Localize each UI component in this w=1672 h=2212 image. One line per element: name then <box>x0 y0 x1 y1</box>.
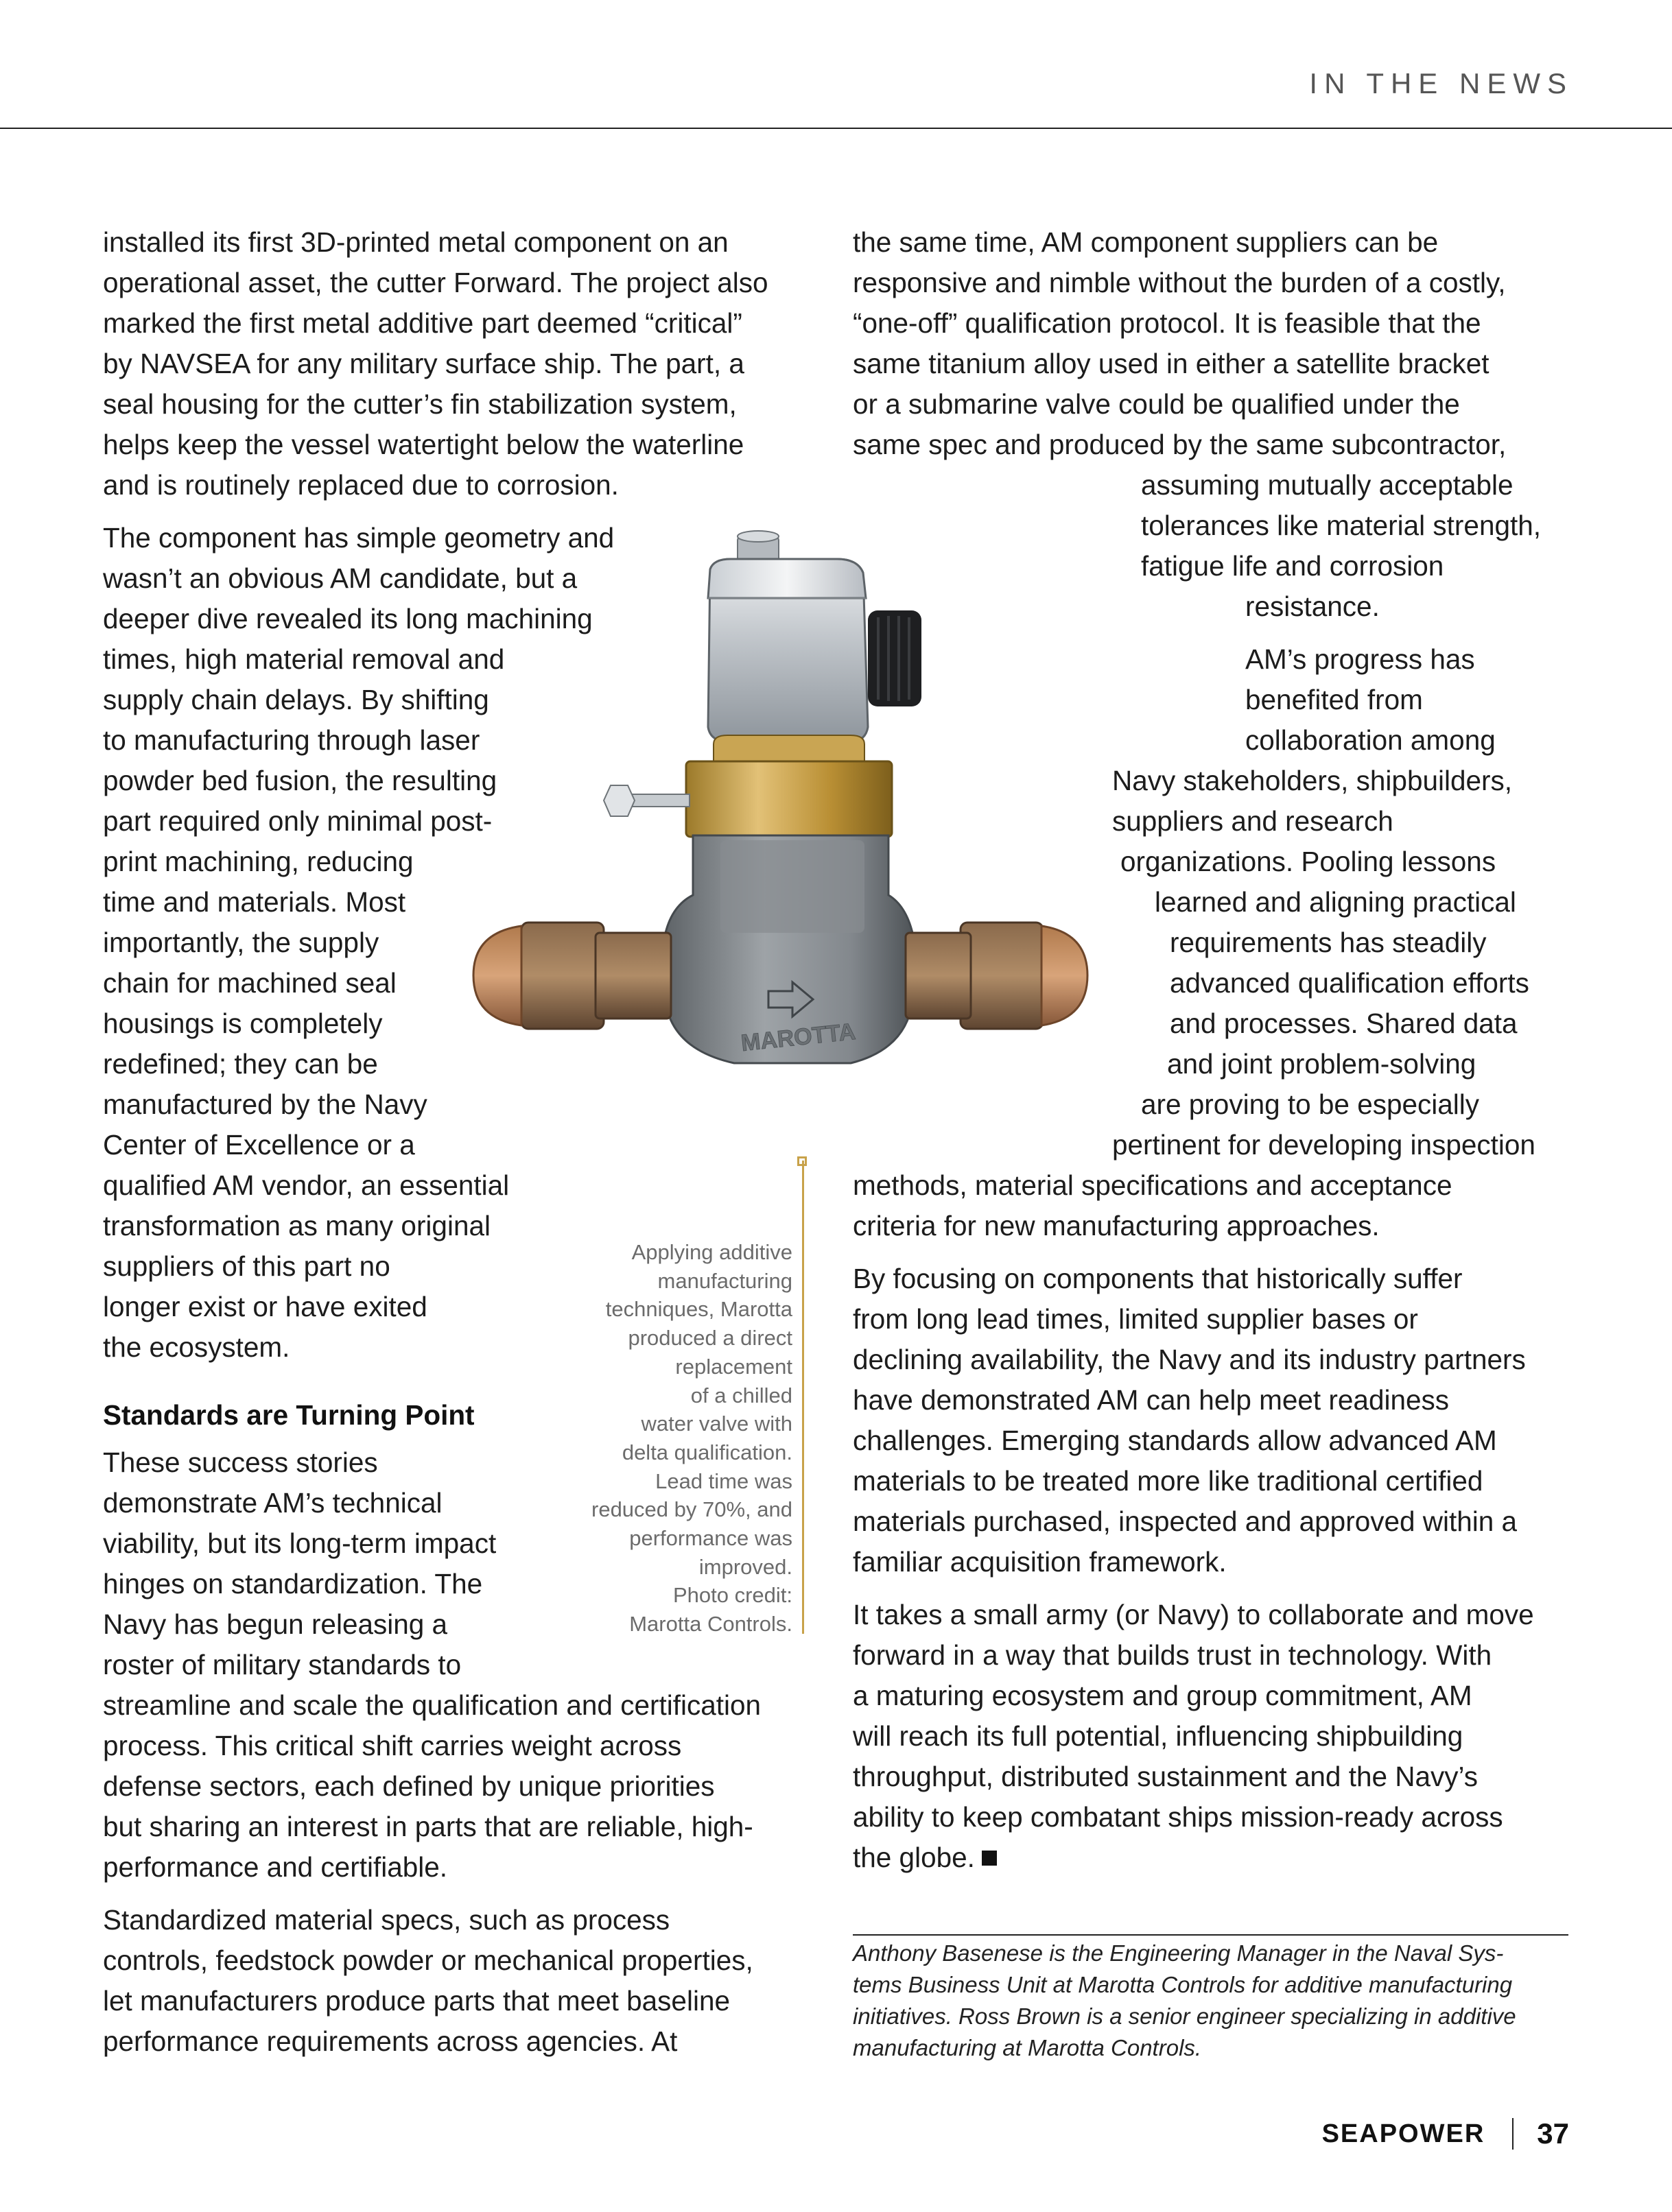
text-line: Standardized material specs, such as process <box>103 1904 670 1936</box>
text-line: controls, feedstock powder or mechanical properties, <box>103 1945 753 1976</box>
text-line: the ecosystem. <box>103 1331 290 1363</box>
text-line: resistance. <box>1245 591 1380 622</box>
text-line: manufactured by the Navy <box>103 1089 427 1120</box>
left-column <box>103 222 823 2074</box>
bio-line: manufacturing at Marotta Controls. <box>853 2035 1202 2060</box>
text-line: suppliers and research <box>1112 805 1393 837</box>
text-line: are proving to be especially <box>1141 1089 1480 1120</box>
text-line: These success stories <box>103 1447 378 1478</box>
text-line <box>853 1838 1573 1878</box>
text-line: “one-off” qualification protocol. It is feasible that the <box>853 307 1481 339</box>
text-line: suppliers of this part no <box>103 1250 390 1282</box>
text-line: familiar acquisition framework. <box>853 1546 1227 1578</box>
text-line: time and materials. Most <box>103 886 406 918</box>
text-line: and is routinely replaced due to corrosion. <box>103 469 619 501</box>
author-bio <box>853 1938 1573 2064</box>
caption-line: reduced by 70%, and <box>591 1497 792 1522</box>
caption-line: delta qualification. <box>622 1440 792 1464</box>
text-line: to manufacturing through laser <box>103 724 480 756</box>
text-line: print machining, reducing <box>103 846 414 877</box>
text-line: housings is completely <box>103 1008 383 1039</box>
text-line: importantly, the supply <box>103 927 379 958</box>
text-line: performance requirements across agencies. At <box>103 2025 678 2057</box>
text-line: fatigue life and corrosion <box>1141 550 1444 582</box>
text-line: forward in a way that builds trust in technology. With <box>853 1639 1492 1671</box>
text-line: or a submarine valve could be qualified under the <box>853 388 1460 420</box>
caption-line: produced a direct <box>628 1326 792 1351</box>
text-line: materials to be treated more like traditional certified <box>853 1465 1483 1497</box>
text-line: materials purchased, inspected and approved within a <box>853 1506 1518 1537</box>
text-line: wasn’t an obvious AM candidate, but a <box>103 562 578 594</box>
text-line: criteria for new manufacturing approaches. <box>853 1210 1380 1241</box>
text-line: declining availability, the Navy and its industry partners <box>853 1344 1526 1375</box>
bio-line: initiatives. Ross Brown is a senior engineer specializing in additive <box>853 2003 1516 2029</box>
left-paragraph-4 <box>103 1900 823 2062</box>
caption-line: water valve with <box>641 1412 792 1436</box>
text-line: same titanium alloy used in either a satellite bracket <box>853 348 1490 379</box>
text-line: helps keep the vessel watertight below the waterline <box>103 429 744 460</box>
text-line: a maturing ecosystem and group commitment, AM <box>853 1680 1472 1711</box>
text-line: By focusing on components that historically suffer <box>853 1263 1463 1294</box>
caption-line: performance was <box>629 1526 792 1551</box>
caption-rule <box>802 1161 804 1634</box>
valve-photo <box>467 521 1098 1139</box>
text-line: requirements has steadily <box>1170 927 1487 958</box>
publication-name: SEAPOWER <box>1321 2119 1485 2148</box>
caption-line: Marotta Controls. <box>629 1612 792 1637</box>
text-line: installed its first 3D-printed metal component on an <box>103 226 729 258</box>
text-line: collaboration among <box>1245 724 1496 756</box>
text-line: methods, material specifications and acceptance <box>853 1169 1452 1201</box>
text-line: ability to keep combatant ships mission-ready across <box>853 1801 1503 1833</box>
caption-line: manufacturing <box>657 1268 792 1293</box>
photo-caption <box>535 1238 792 1639</box>
text-line: Navy has begun releasing a <box>103 1608 448 1640</box>
text-line: chain for machined seal <box>103 967 397 999</box>
text-line: viability, but its long-term impact <box>103 1527 497 1559</box>
text-line: redefined; they can be <box>103 1048 378 1080</box>
closing-text: the globe. <box>853 1842 975 1873</box>
caption-line: techniques, Marotta <box>605 1297 792 1322</box>
bio-line: Anthony Basenese is the Engineering Manager in the Naval Sys- <box>853 1940 1504 1966</box>
text-line: part required only minimal post- <box>103 805 493 837</box>
header-rule <box>0 128 1672 129</box>
text-line: and joint problem-solving <box>1167 1048 1476 1080</box>
text-line: have demonstrated AM can help meet readiness <box>853 1384 1450 1416</box>
text-line: pertinent for developing inspection <box>1112 1129 1535 1161</box>
right-paragraph-4 <box>853 1595 1573 1878</box>
text-line: longer exist or have exited <box>103 1291 427 1322</box>
text-line: the same time, AM component suppliers can be <box>853 226 1439 258</box>
caption-line: Photo credit: <box>672 1583 792 1608</box>
text-line: The component has simple geometry and <box>103 522 615 554</box>
text-line: same spec and produced by the same subcontractor, <box>853 429 1507 460</box>
text-line: process. This critical shift carries weight across <box>103 1730 682 1761</box>
text-line: advanced qualification efforts <box>1170 967 1529 999</box>
text-line: tolerances like material strength, <box>1141 510 1542 541</box>
section-kicker: IN THE NEWS <box>1309 67 1573 99</box>
text-line: performance and certifiable. <box>103 1851 448 1883</box>
bio-rule <box>853 1934 1568 1936</box>
footer-divider <box>1512 2118 1514 2150</box>
section-heading: Standards are Turning Point <box>103 1399 475 1431</box>
text-line: deeper dive revealed its long machining <box>103 603 593 634</box>
text-line: challenges. Emerging standards allow advanced AM <box>853 1425 1497 1456</box>
text-line: but sharing an interest in parts that are reliable, high- <box>103 1811 753 1842</box>
text-line: Navy stakeholders, shipbuilders, <box>1112 765 1513 796</box>
text-line: benefited from <box>1245 684 1423 715</box>
caption-line: replacement <box>675 1354 792 1379</box>
text-line: responsive and nimble without the burden of a costly, <box>853 267 1506 298</box>
text-line: times, high material removal and <box>103 643 505 675</box>
text-line: by NAVSEA for any military surface ship. The part, a <box>103 348 744 379</box>
text-line: throughput, distributed sustainment and the Navy’s <box>853 1761 1479 1792</box>
caption-line: Applying additive <box>631 1240 792 1264</box>
text-line: qualified AM vendor, an essential <box>103 1169 510 1201</box>
text-line: AM’s progress has <box>1245 643 1475 675</box>
text-line: will reach its full potential, influencing shipbuilding <box>853 1720 1463 1752</box>
text-line: assuming mutually acceptable <box>1141 469 1514 501</box>
page-footer <box>1322 2116 1569 2152</box>
end-mark-icon <box>982 1851 997 1866</box>
left-paragraph-1 <box>103 222 823 506</box>
text-line: transformation as many original <box>103 1210 491 1241</box>
caption-line: of a chilled <box>690 1383 792 1407</box>
text-line: streamline and scale the qualification and certification <box>103 1689 762 1721</box>
valve-brand-mark: MAROTTA <box>740 1018 857 1057</box>
text-line: defense sectors, each defined by unique priorities <box>103 1770 715 1802</box>
text-line: powder bed fusion, the resulting <box>103 765 497 796</box>
text-line: seal housing for the cutter’s fin stabilization system, <box>103 388 737 420</box>
text-line: let manufacturers produce parts that meet baseline <box>103 1985 730 2017</box>
right-paragraph-3 <box>853 1259 1573 1582</box>
text-line: supply chain delays. By shifting <box>103 684 489 715</box>
text-line: operational asset, the cutter Forward. The project also <box>103 267 768 298</box>
bio-line: tems Business Unit at Marotta Controls for additive manufacturing <box>853 1972 1513 1997</box>
text-line: Center of Excellence or a <box>103 1129 415 1161</box>
text-line: It takes a small army (or Navy) to collaborate and move <box>853 1599 1534 1630</box>
text-line: roster of military standards to <box>103 1649 462 1680</box>
text-line: organizations. Pooling lessons <box>1120 846 1496 877</box>
caption-line: Lead time was <box>655 1468 792 1493</box>
text-line: demonstrate AM’s technical <box>103 1487 443 1519</box>
caption-line: improved. <box>698 1554 792 1579</box>
text-line: from long lead times, limited supplier bases or <box>853 1303 1418 1335</box>
text-line: and processes. Shared data <box>1170 1008 1518 1039</box>
text-line: learned and aligning practical <box>1155 886 1516 918</box>
text-line: marked the first metal additive part deemed “critical” <box>103 307 742 339</box>
text-line: hinges on standardization. The <box>103 1568 483 1599</box>
page-number: 37 <box>1537 2117 1569 2150</box>
